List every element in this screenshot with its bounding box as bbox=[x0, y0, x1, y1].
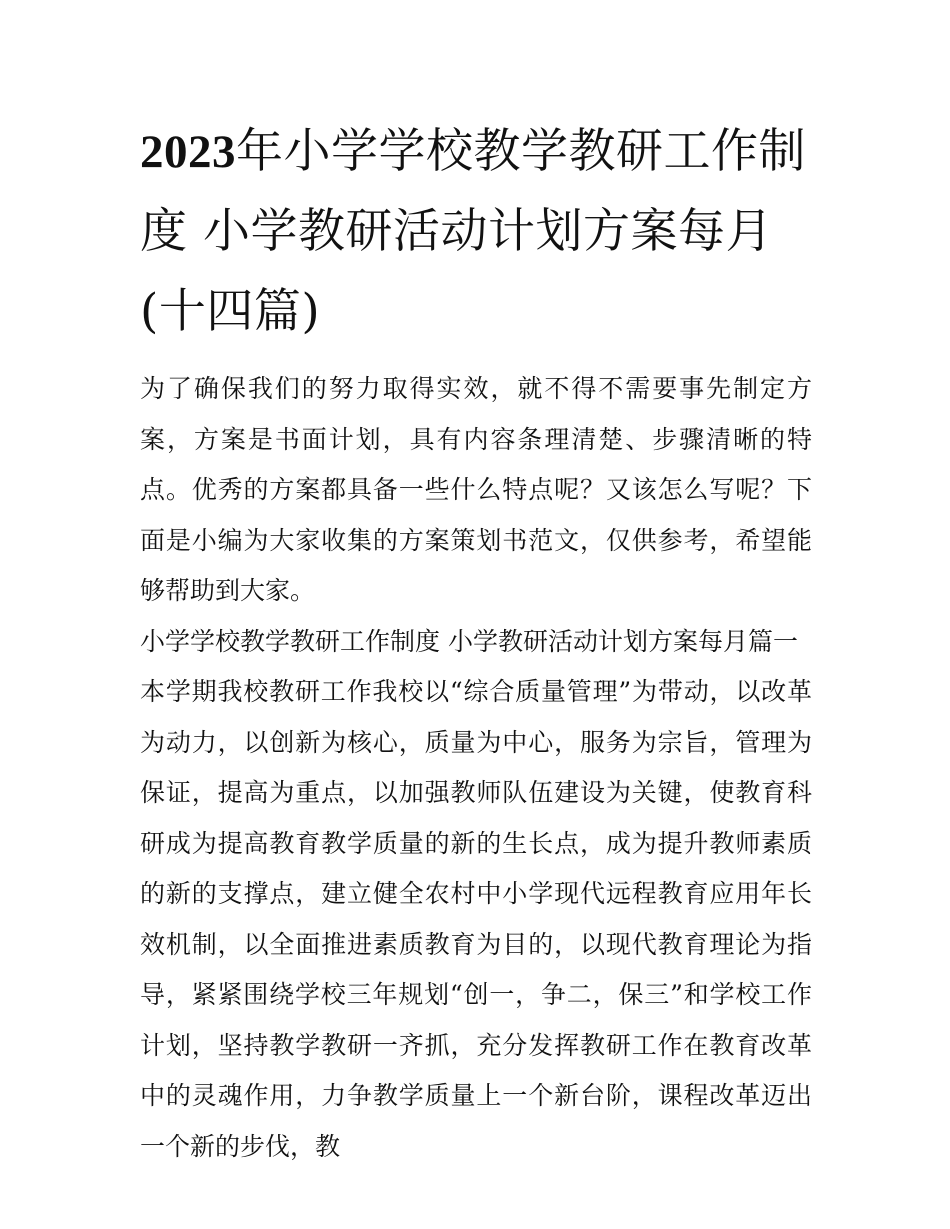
body-paragraph: 本学期我校教研工作我校以“综合质量管理”为带动，以改革为动力，以创新为核心，质量为中心，服务为宗旨，管理为保证，提高为重点，以加强教师队伍建设为关键，使教育科研成为提高教育教学质量的新的生长点，成为提升教师素质的新的支撑点，建立健全农村中小学现代远程教育应用年长效机制，以全面推进素质教育为目的，以现代教育理论为指导，紧紧围绕学校三年规划“创一，争二，保三”和学校工作计划，坚持教学教研一齐抓，充分发挥教研工作在教育改革中的灵魂作用，力争教学质量上一个新台阶，课程改革迈出一个新的步伐，教 bbox=[140, 677, 812, 1161]
title-text: 年小学学校教学教研工作制度 小学教研活动计划方案每月(十四篇) bbox=[140, 124, 806, 339]
intro-paragraph: 为了确保我们的努力取得实效，就不得不需要事先制定方案，方案是书面计划，具有内容条理清楚、步骤清晰的特点。优秀的方案都具备一些什么特点呢？又该怎么写呢？下面是小编为大家收集的方案策划书范文，仅供参考，希望能够帮助到大家。 bbox=[140, 374, 812, 605]
section-heading: 小学学校教学教研工作制度 小学教研活动计划方案每月篇一 bbox=[140, 626, 798, 656]
title-year: 2023 bbox=[140, 126, 236, 178]
document-title bbox=[140, 112, 812, 352]
document-content bbox=[140, 112, 812, 1172]
